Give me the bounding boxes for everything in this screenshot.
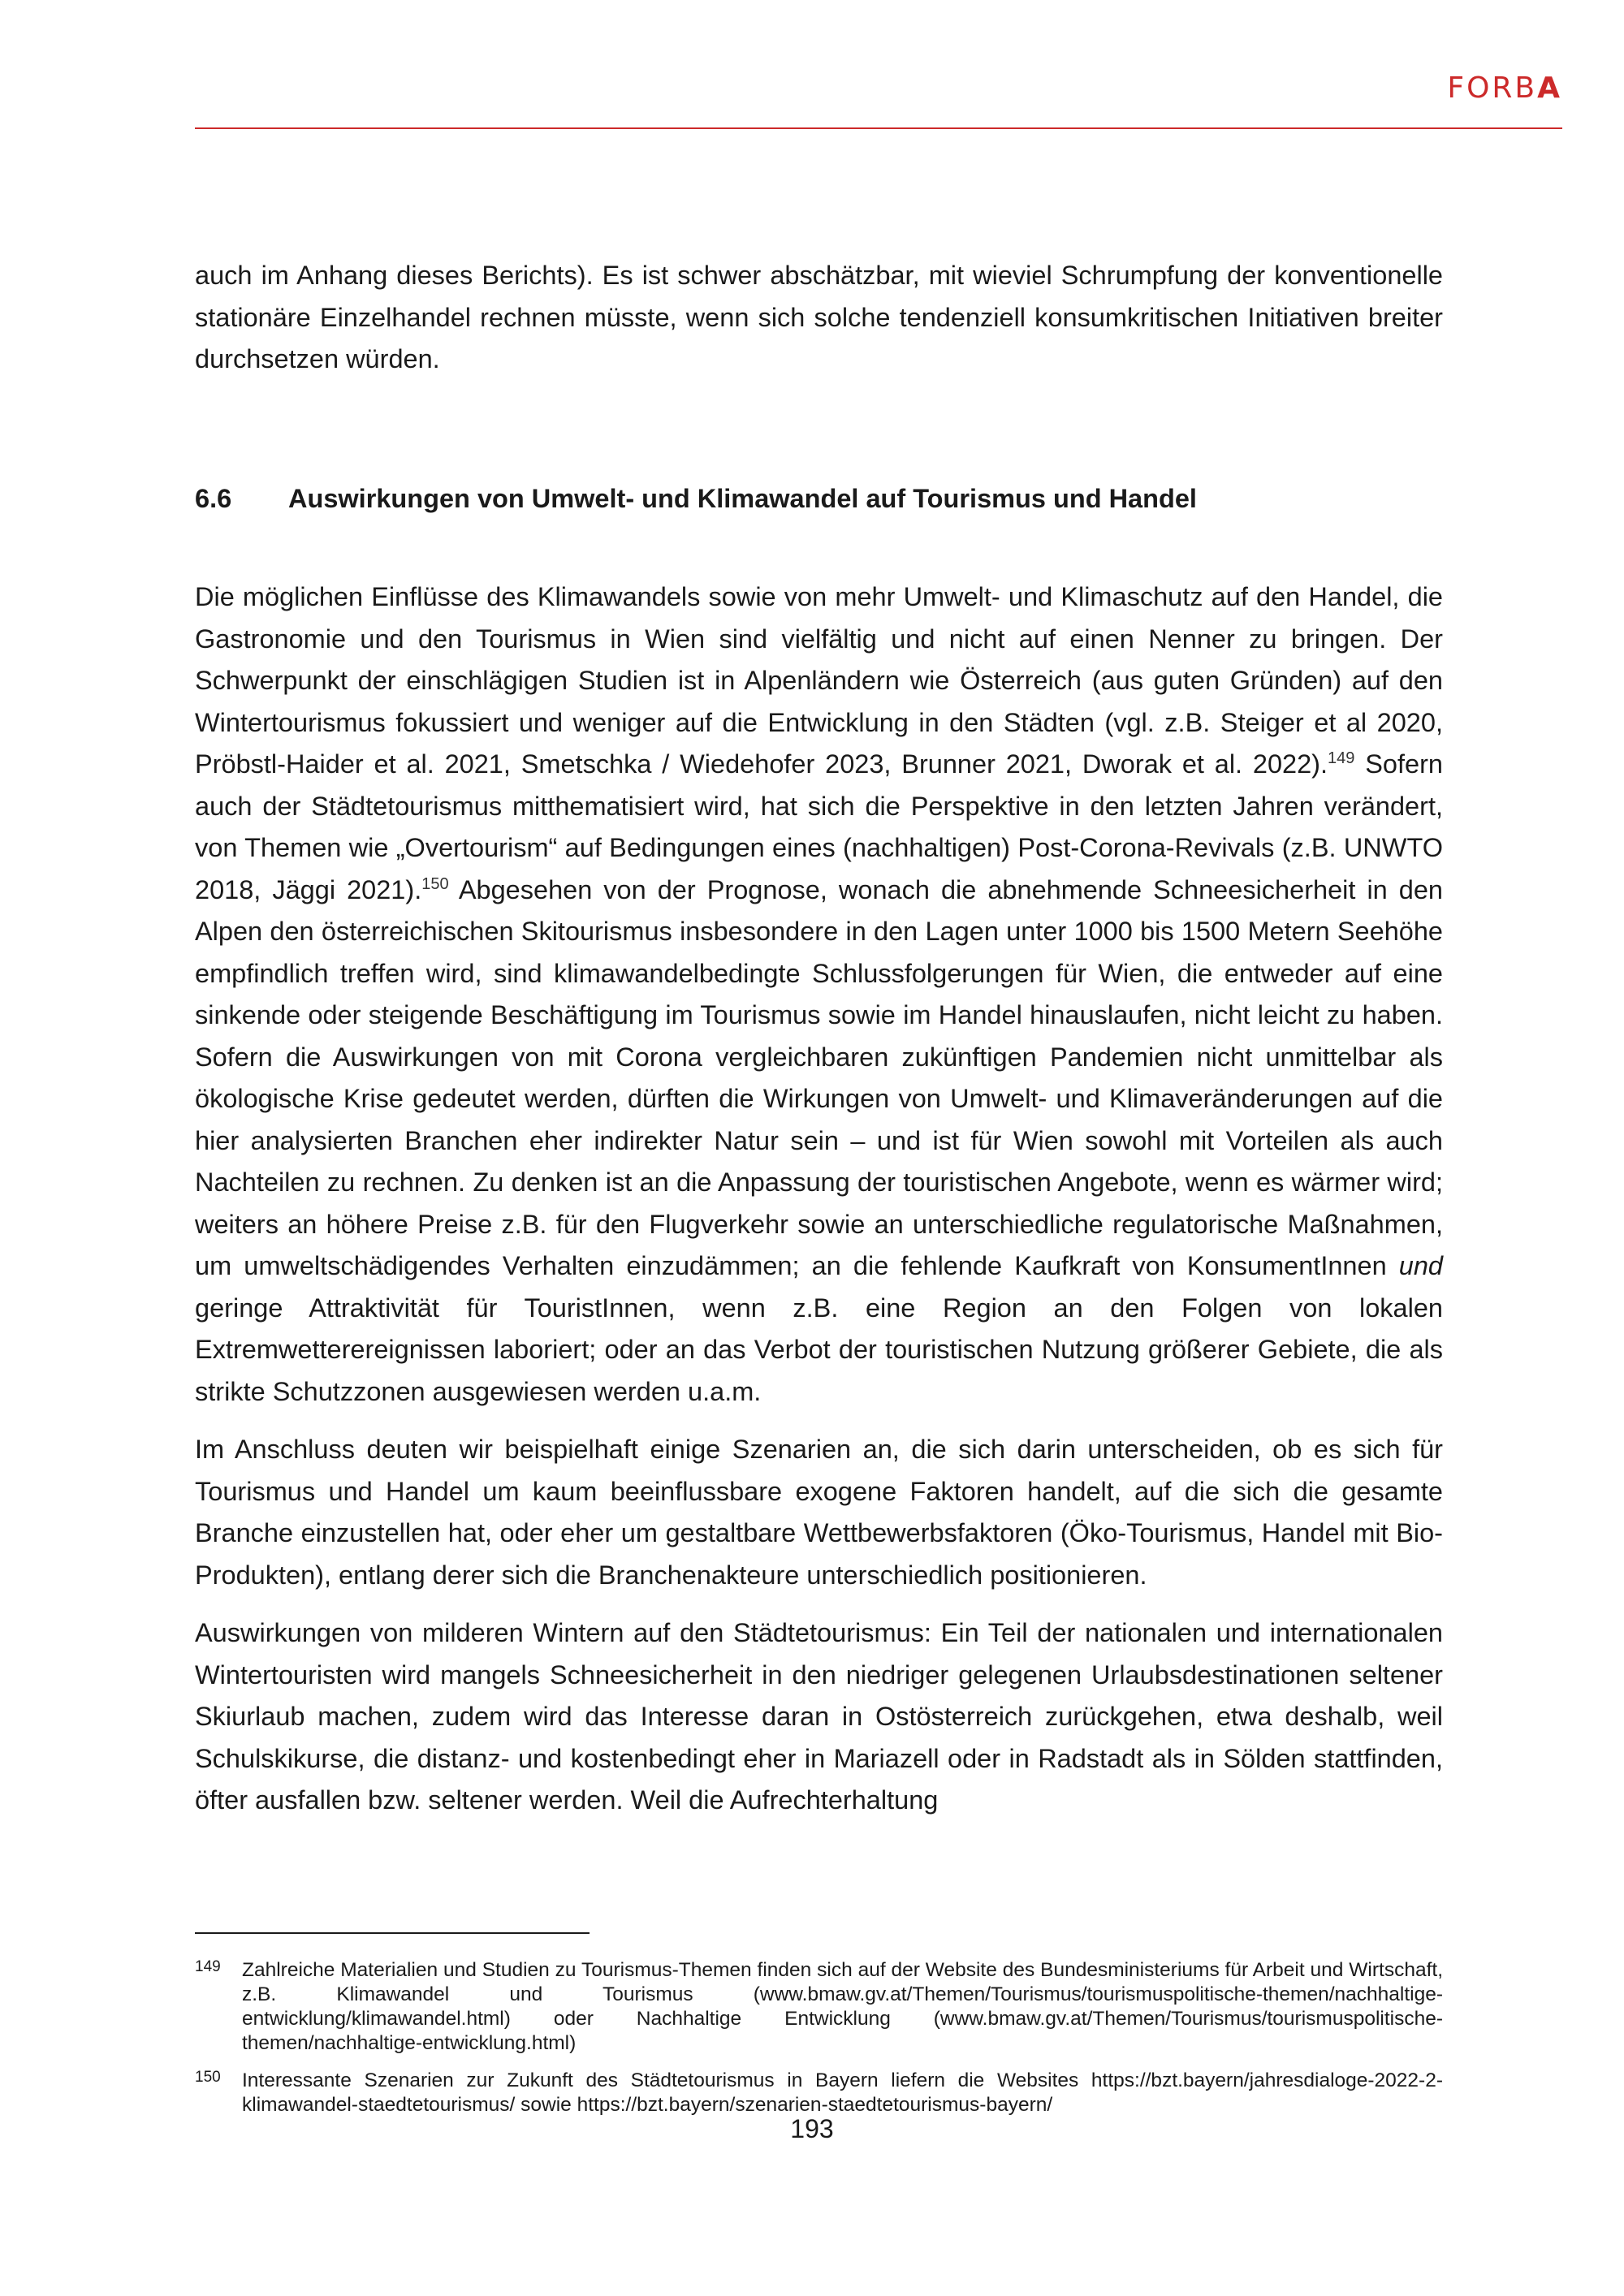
paragraph-1-part-2: Sofern auch der Städtetourismus mitthematisiert wird, hat sich die Perspektive in den letzten Jahren verändert, von Themen wie „Overtourism“ auf Bedingungen eines (nachhaltigen) Post-Corona-Revivals (z.B. UNWTO 2018, Jäggi 2021). bbox=[195, 749, 1443, 904]
intro-paragraph: auch im Anhang dieses Berichts). Es ist schwer abschätzbar, mit wieviel Schrumpfung der konventionelle stationäre Einzelhandel rechnen müsste, wenn sich solche tendenziell konsumkritischen Initiativen breiter durchsetzen würden. bbox=[195, 261, 1443, 373]
footnote-150 bbox=[195, 2069, 1443, 2117]
footnote-ref-150[interactable]: 150 bbox=[421, 874, 449, 893]
logo-regular-text: FORB bbox=[1447, 71, 1538, 105]
footnotes bbox=[195, 1958, 1443, 2130]
forba-logo bbox=[1447, 71, 1562, 105]
paragraph-2: Im Anschluss deuten wir beispielhaft einige Szenarien an, die sich darin unterscheiden, ob es sich für Tourismus und Handel um kaum beeinflussbare exogene Faktoren handelt, auf die sich die gesamte Branche einzustellen hat, oder eher um gestaltbare Wettbewerbsfaktoren (Öko-Tourismus, Handel mit Bio-Produkten), entlang derer sich die Branchenakteure unterschiedlich positionieren. bbox=[195, 1435, 1443, 1590]
page-number: 193 bbox=[790, 2114, 834, 2143]
footnote-149 bbox=[195, 1958, 1443, 2056]
paragraph-1 bbox=[195, 576, 1443, 1413]
footnote-text: Interessante Szenarien zur Zukunft des Städtetourismus in Bayern liefern die Websites https://bzt.bayern/jahresdialoge-2022-2-klimawandel-staedtetourismus/ sowie https://bzt.bayern/szenarien-staedtetourismus-bayern/ bbox=[242, 2069, 1443, 2116]
intro-paragraph-block bbox=[195, 255, 1443, 381]
footnote-number: 149 bbox=[195, 1958, 221, 1975]
section-title: Auswirkungen von Umwelt- und Klimawandel auf Tourismus und Handel bbox=[288, 484, 1197, 513]
footnote-divider bbox=[195, 1932, 590, 1934]
section-heading bbox=[195, 484, 1197, 514]
section-number: 6.6 bbox=[195, 484, 232, 513]
emphasis-und: und bbox=[1398, 1251, 1443, 1280]
paragraph-1-part-1: Die möglichen Einflüsse des Klimawandels sowie von mehr Umwelt- und Klimaschutz auf den Handel, die Gastronomie und den Tourismus in Wien sind vielfältig und nicht auf einen Nenner zu bringen. Der Schwerpunkt der einschlägigen Studien ist in Alpenländern wie Österreich (aus guten Gründen) auf den Wintertourismus fokussiert und weniger auf die Entwicklung in den Städten (vgl. z.B. Steiger et al 2020, Pröbstl-Haider et al. 2021, Smetschka / Wiedehofer 2023, Brunner 2021, Dworak et al. 2022). bbox=[195, 582, 1443, 779]
logo-bold-text: A bbox=[1537, 71, 1562, 105]
paragraph-3: Auswirkungen von milderen Wintern auf den Städtetourismus: Ein Teil der nationalen und internationalen Wintertouristen wird mangels Schneesicherheit in den niedriger gelegenen Urlaubsdestinationen seltener Skiurlaub machen, zudem wird das Interesse daran in Ostösterreich zurückgehen, etwa deshalb, weil Schulskikurse, die distanz- und kostenbedingt eher in Mariazell oder in Radstadt als in Sölden stattfinden, öfter ausfallen bzw. seltener werden. Weil die Aufrechterhaltung bbox=[195, 1618, 1443, 1815]
header-divider bbox=[195, 127, 1562, 129]
footnote-text: Zahlreiche Materialien und Studien zu Tourismus-Themen finden sich auf der Website des Bundesministeriums für Arbeit und Wirtschaft, z.B. Klimawandel und Tourismus (www.bmaw.gv.at/Themen/Tourismus/tourismuspolitische-themen/nachhaltige-entwicklung/klimawandel.html) oder Nachhaltige Entwicklung (www.bmaw.gv.at/Themen/Tourismus/tourismuspolitische-themen/nachhaltige-entwicklung.html) bbox=[242, 1959, 1443, 2054]
main-text bbox=[195, 576, 1443, 1822]
footnote-number: 150 bbox=[195, 2069, 221, 2086]
footnote-ref-149[interactable]: 149 bbox=[1328, 749, 1355, 768]
paragraph-1-part-4: geringe Attraktivität für TouristInnen, wenn z.B. eine Region an den Folgen von lokalen Extremwetterereignissen laboriert; oder an das Verbot der touristischen Nutzung größerer Gebiete, die als strikte Schutzzonen ausgewiesen werden u.a.m. bbox=[195, 1293, 1443, 1406]
paragraph-1-part-3: Abgesehen von der Prognose, wonach die abnehmende Schneesicherheit in den Alpen den österreichischen Skitourismus insbesondere in den Lagen unter 1000 bis 1500 Metern Seehöhe empfindlich treffen wird, sind klimawandelbedingte Schlussfolgerungen für Wien, die entweder auf eine sinkende oder steigende Beschäftigung im Tourismus sowie im Handel hinauslaufen, nicht leicht zu haben. Sofern die Auswirkungen von mit Corona vergleichbaren zukünftigen Pandemien nicht unmittelbar als ökologische Krise gedeutet werden, dürften die Wirkungen von Umwelt- und Klimaveränderungen auf die hier analysierten Branchen eher indirekter Natur sein – und ist für Wien sowohl mit Vorteilen als auch Nachteilen zu rechnen. Zu denken ist an die Anpassung der touristischen Angebote, wenn es wärmer wird; weiters an höhere Preise z.B. für den Flugverkehr sowie an unterschiedliche regulatorische Maßnahmen, um umweltschädigendes Verhalten einzudämmen; an die fehlende Kaufkraft von KonsumentInnen bbox=[195, 874, 1443, 1280]
